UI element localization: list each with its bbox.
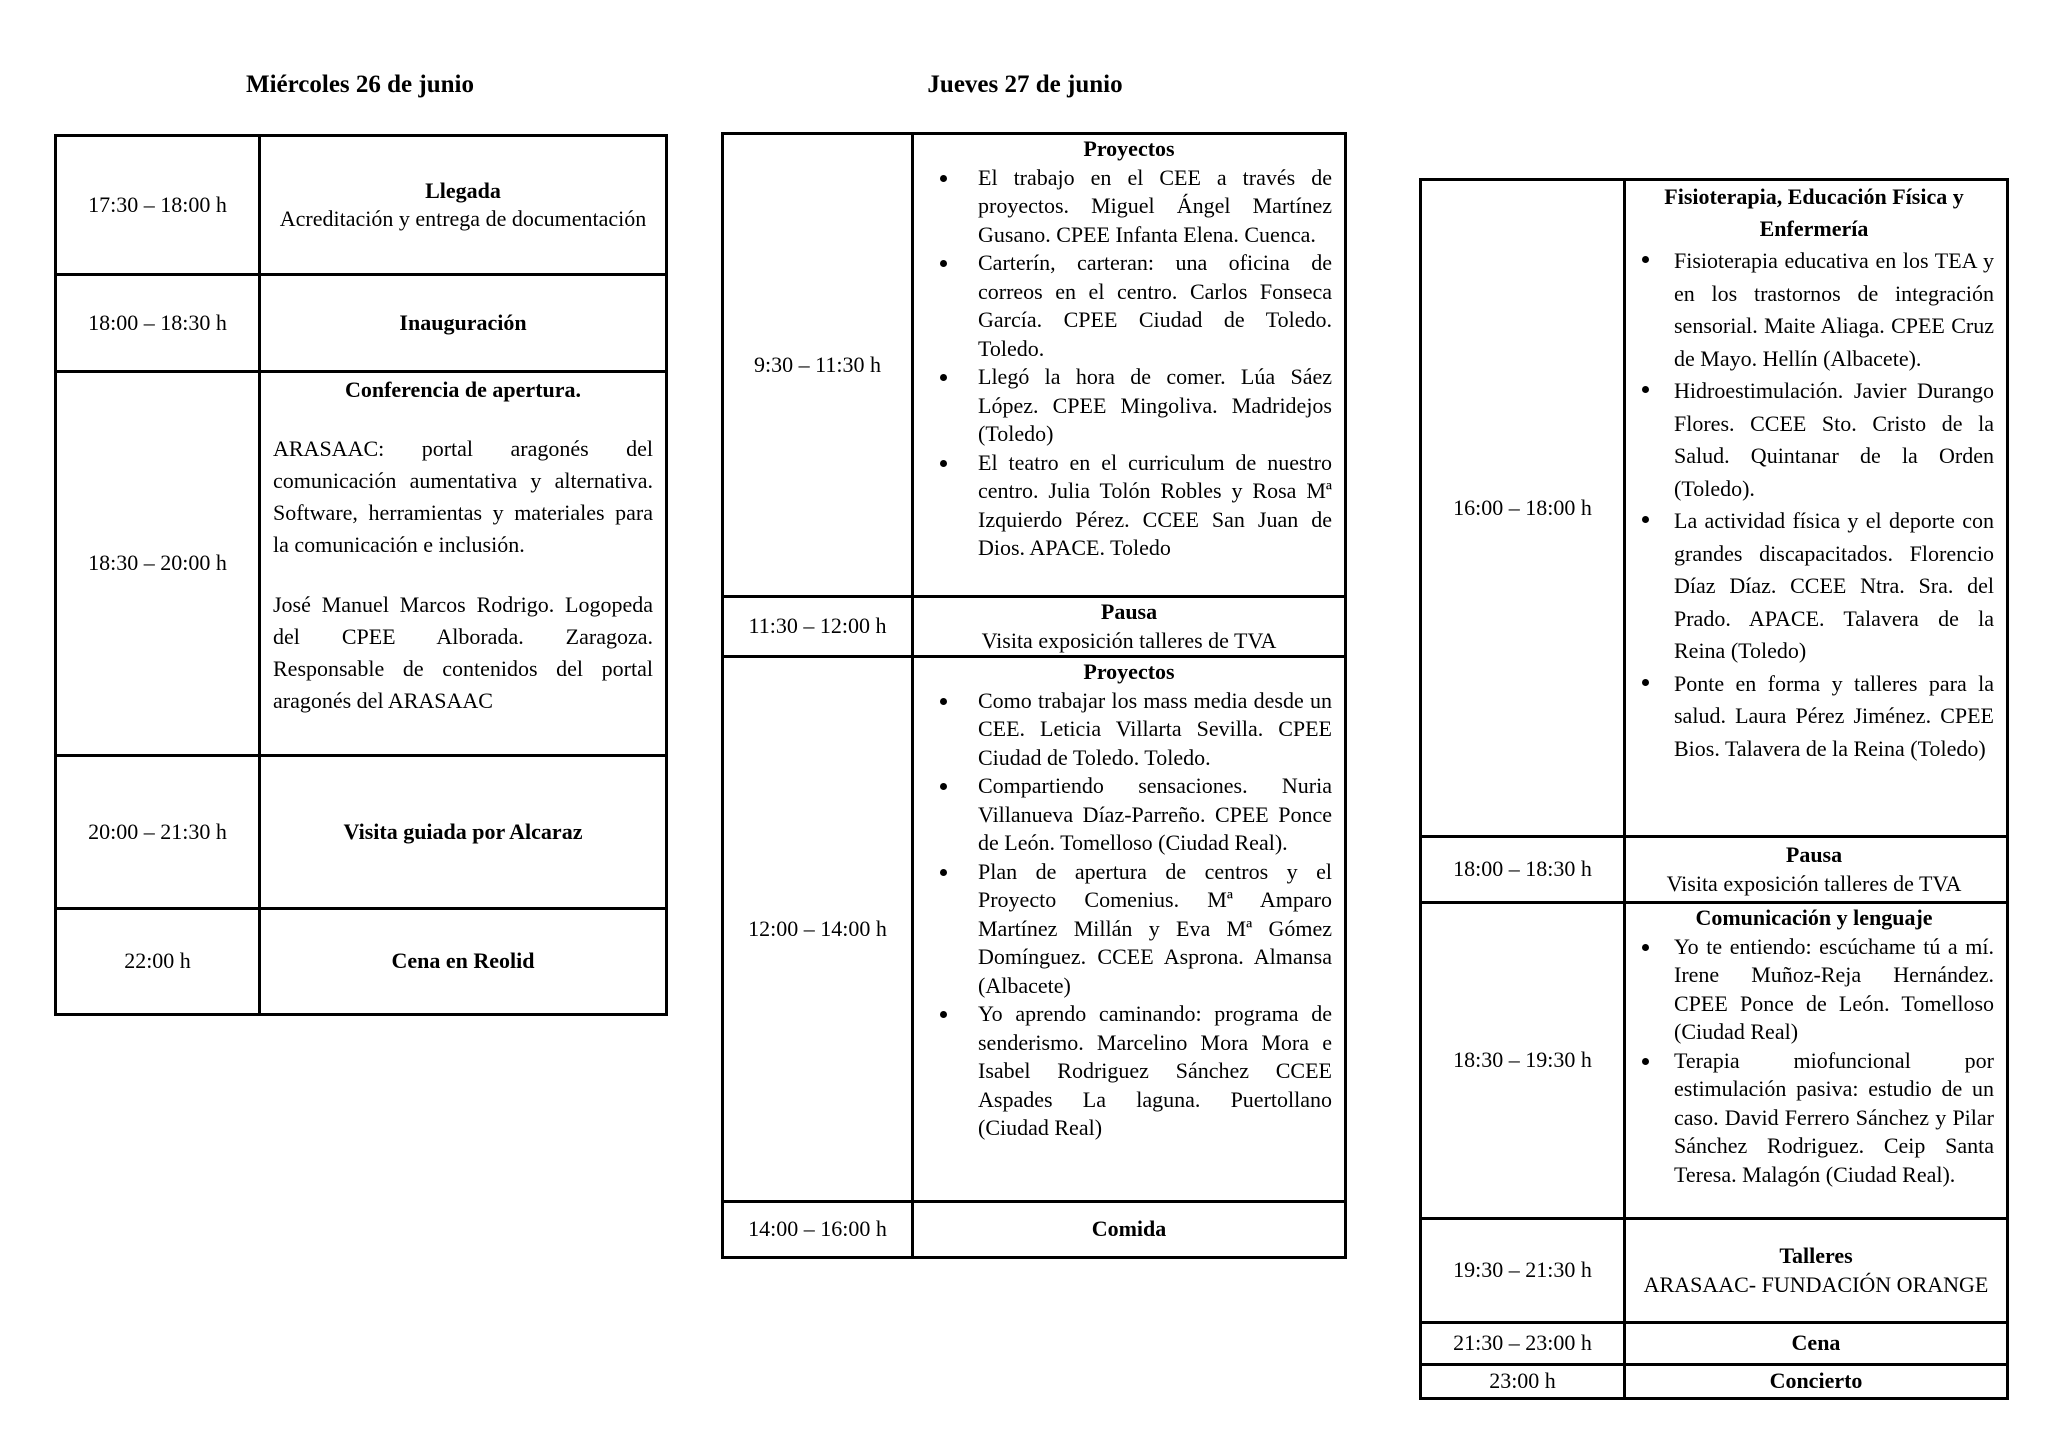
list-item: Plan de apertura de centros y el Proyecto Comenius. Mª Amparo Martínez Millán y Eva Mª Gómez Domínguez. CCEE Asprona. Almansa (Albacete) <box>926 858 1332 1001</box>
activity-heading: Cena en Reolid <box>391 948 535 974</box>
table-row <box>57 370 665 754</box>
project-list <box>926 687 1332 1143</box>
activity-heading: Fisioterapia, Educación Física y Enfermería <box>1664 184 1964 241</box>
list-item: Yo aprendo caminando: programa de senderismo. Marcelino Mora Mora e Isabel Rodriguez Sánchez CCEE Aspades La laguna. Puertollano (Ciudad Real) <box>926 1000 1332 1143</box>
activity-cell <box>1626 838 2006 901</box>
activity-cell <box>261 910 665 1013</box>
activity-heading: Comida <box>1091 1216 1167 1242</box>
activity-heading: Talleres <box>1779 1243 1853 1268</box>
activity-heading: Cena <box>1791 1330 1841 1356</box>
table-row <box>1422 1217 2006 1321</box>
activity-cell <box>914 658 1344 1200</box>
schedule-table-wednesday <box>54 134 668 1016</box>
activity-cell <box>261 373 665 754</box>
time-slot: 19:30 – 21:30 h <box>1422 1220 1626 1321</box>
activity-cell <box>1626 1366 2006 1397</box>
table-row <box>724 1200 1344 1256</box>
schedule-table-thursday <box>721 132 1347 1259</box>
list-item: El teatro en el curriculum de nuestro centro. Julia Tolón Robles y Rosa Mª Izquierdo Pérez. CCEE San Juan de Dios. APACE. Toledo <box>926 449 1332 563</box>
activity-text: ARASAAC- FUNDACIÓN ORANGE <box>1643 1271 1989 1297</box>
activity-cell <box>914 598 1344 655</box>
time-slot: 18:30 – 20:00 h <box>57 373 261 754</box>
activity-cell <box>914 1203 1344 1256</box>
activity-cell <box>261 757 665 907</box>
activity-heading: Inauguración <box>399 309 527 335</box>
list-item: Como trabajar los mass media desde un CEE. Leticia Villarta Sevilla. CPEE Ciudad de Toledo. Toledo. <box>926 687 1332 773</box>
time-slot: 12:00 – 14:00 h <box>724 658 914 1200</box>
activity-heading: Proyectos <box>1083 136 1175 161</box>
activity-text: Visita exposición talleres de TVA <box>1666 870 1962 896</box>
session-list <box>1634 245 1994 765</box>
time-slot: 20:00 – 21:30 h <box>57 757 261 907</box>
time-slot: 18:30 – 19:30 h <box>1422 904 1626 1217</box>
table-row <box>1422 1321 2006 1363</box>
table-row <box>57 273 665 370</box>
time-slot: 11:30 – 12:00 h <box>724 598 914 655</box>
time-slot: 22:00 h <box>57 910 261 1013</box>
list-item: Llegó la hora de comer. Lúa Sáez López. CPEE Mingoliva. Madridejos (Toledo) <box>926 363 1332 449</box>
activity-cell <box>1626 181 2006 835</box>
time-slot: 23:00 h <box>1422 1366 1626 1397</box>
conference-description: ARASAAC: portal aragonés del comunicación aumentativa y alternativa. Software, herramientas y materiales para la comunicación e inclusión. <box>273 435 653 557</box>
session-list <box>1634 933 1994 1190</box>
activity-cell <box>261 276 665 370</box>
activity-heading: Llegada <box>425 177 501 203</box>
table-row <box>1422 181 2006 835</box>
activity-cell <box>914 135 1344 595</box>
list-item: Fisioterapia educativa en los TEA y en los trastornos de integración sensorial. Maite Aliaga. CPEE Cruz de Mayo. Hellín (Albacete). <box>1634 245 1994 375</box>
table-row <box>1422 901 2006 1217</box>
activity-text: Visita exposición talleres de TVA <box>981 627 1277 653</box>
speaker-info: José Manuel Marcos Rodrigo. Logopeda del CPEE Alborada. Zaragoza. Responsable de contenidos del portal aragonés del ARASAAC <box>273 591 653 713</box>
day-title-wednesday: Miércoles 26 de junio <box>246 71 474 98</box>
time-slot: 17:30 – 18:00 h <box>57 137 261 273</box>
time-slot: 16:00 – 18:00 h <box>1422 181 1626 835</box>
day-title-thursday: Jueves 27 de junio <box>927 71 1123 98</box>
table-row <box>57 907 665 1013</box>
activity-heading: Visita guiada por Alcaraz <box>343 818 583 844</box>
time-slot: 21:30 – 23:00 h <box>1422 1324 1626 1363</box>
list-item: Carterín, carteran: una oficina de correos en el centro. Carlos Fonseca García. CPEE Ciudad de Toledo. Toledo. <box>926 249 1332 363</box>
activity-cell <box>1626 904 2006 1217</box>
table-row <box>1422 1363 2006 1397</box>
activity-heading: Concierto <box>1769 1368 1863 1394</box>
time-slot: 18:00 – 18:30 h <box>57 276 261 370</box>
list-item: La actividad física y el deporte con grandes discapacitados. Florencio Díaz Díaz. CCEE Ntra. Sra. del Prado. APACE. Talavera de la Reina (Toledo) <box>1634 505 1994 668</box>
list-item: El trabajo en el CEE a través de proyectos. Miguel Ángel Martínez Gusano. CPEE Infanta Elena. Cuenca. <box>926 164 1332 250</box>
table-row <box>1422 835 2006 901</box>
list-item: Hidroestimulación. Javier Durango Flores. CCEE Sto. Cristo de la Salud. Quintanar de la Orden (Toledo). <box>1634 375 1994 505</box>
activity-heading: Proyectos <box>1083 659 1175 684</box>
activity-heading: Pausa <box>1785 842 1843 867</box>
list-item: Compartiendo sensaciones. Nuria Villanueva Díaz-Parreño. CPEE Ponce de León. Tomelloso (Ciudad Real). <box>926 772 1332 858</box>
time-slot: 18:00 – 18:30 h <box>1422 838 1626 901</box>
activity-heading: Pausa <box>1100 599 1158 624</box>
schedule-table-thursday-afternoon <box>1419 178 2009 1400</box>
list-item: Yo te entiendo: escúchame tú a mí. Irene Muñoz-Reja Hernández. CPEE Ponce de León. Tomelloso (Ciudad Real) <box>1634 933 1994 1047</box>
list-item: Terapia miofuncional por estimulación pasiva: estudio de un caso. David Ferrero Sánchez y Pilar Sánchez Rodriguez. Ceip Santa Teresa. Malagón (Ciudad Real). <box>1634 1047 1994 1190</box>
table-row <box>57 754 665 907</box>
time-slot: 14:00 – 16:00 h <box>724 1203 914 1256</box>
table-row <box>57 137 665 273</box>
time-slot: 9:30 – 11:30 h <box>724 135 914 595</box>
activity-text: Acreditación y entrega de documentación <box>279 206 647 231</box>
project-list <box>926 164 1332 563</box>
table-row <box>724 655 1344 1200</box>
activity-cell <box>261 137 665 273</box>
list-item: Ponte en forma y talleres para la salud. Laura Pérez Jiménez. CPEE Bios. Talavera de la Reina (Toledo) <box>1634 668 1994 766</box>
activity-heading: Conferencia de apertura. <box>344 377 582 402</box>
table-row <box>724 135 1344 595</box>
table-row <box>724 595 1344 655</box>
activity-cell <box>1626 1324 2006 1363</box>
activity-cell <box>1626 1220 2006 1321</box>
activity-heading: Comunicación y lenguaje <box>1695 905 1933 930</box>
